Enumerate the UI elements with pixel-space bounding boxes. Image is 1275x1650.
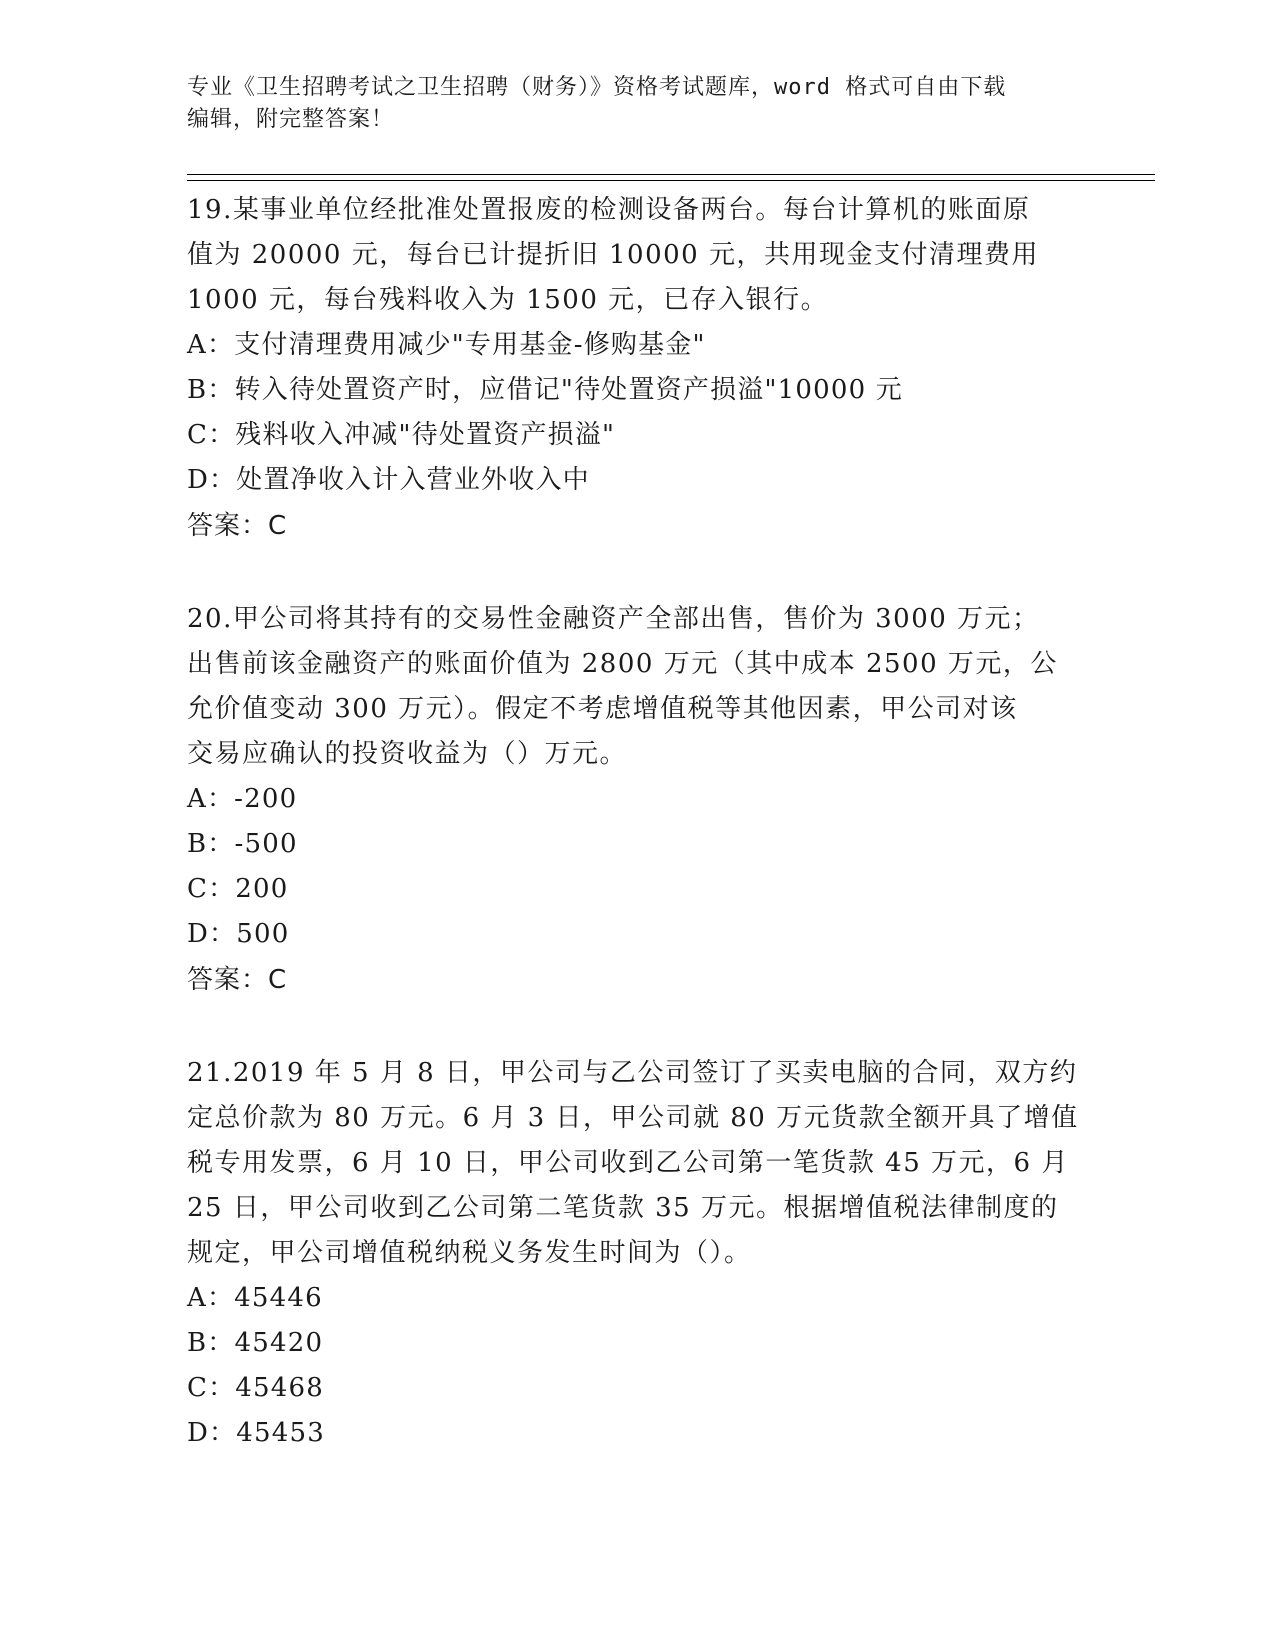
question-stem-line: 出售前该金融资产的账面价值为 2800 万元（其中成本 2500 万元，公 xyxy=(187,649,1058,679)
question-stem-line: 税专用发票，6 月 10 日，甲公司收到乙公司第一笔货款 45 万元，6 月 xyxy=(187,1148,1069,1178)
option-a: A：-200 xyxy=(187,784,298,814)
question-stem-line: 20.甲公司将其持有的交易性金融资产全部出售，售价为 3000 万元； xyxy=(187,604,1040,634)
question-21 xyxy=(187,1051,1082,1456)
option-c: C：45468 xyxy=(187,1373,325,1403)
document-header xyxy=(187,72,1067,136)
question-20 xyxy=(187,597,1082,1003)
question-stem-line: 交易应确认的投资收益为（）万元。 xyxy=(187,739,628,769)
question-stem-line: 19.某事业单位经批准处置报废的检测设备两台。每台计算机的账面原 xyxy=(187,195,1031,225)
question-stem-line: 1000 元，每台残料收入为 1500 元，已存入银行。 xyxy=(187,285,829,315)
option-c: C：200 xyxy=(187,874,289,904)
option-b: B：-500 xyxy=(187,829,298,859)
header-line-1: 专业《卫生招聘考试之卫生招聘（财务）》资格考试题库，word 格式可自由下载 xyxy=(187,75,1007,100)
option-a: A：支付清理费用减少"专用基金-修购基金" xyxy=(187,330,706,360)
option-b: B：45420 xyxy=(187,1328,324,1358)
question-stem-line: 规定，甲公司增值税纳税义务发生时间为（）。 xyxy=(187,1238,752,1268)
option-d: D：处置净收入计入营业外收入中 xyxy=(187,465,590,495)
answer-label: 答案：C xyxy=(187,511,288,541)
question-stem-line: 21.2019 年 5 月 8 日，甲公司与乙公司签订了买卖电脑的合同，双方约 xyxy=(187,1058,1078,1088)
option-d: D：500 xyxy=(187,919,290,949)
question-stem-line: 定总价款为 80 万元。6 月 3 日，甲公司就 80 万元货款全额开具了增值 xyxy=(187,1103,1079,1133)
answer-label: 答案：C xyxy=(187,965,288,995)
option-c: C：残料收入冲减"待处置资产损溢" xyxy=(187,420,616,450)
header-divider-bottom xyxy=(187,180,1155,181)
question-stem-line: 25 日，甲公司收到乙公司第二笔货款 35 万元。根据增值税法律制度的 xyxy=(187,1193,1059,1223)
option-b: B：转入待处置资产时，应借记"待处置资产损溢"10000 元 xyxy=(187,375,903,405)
option-a: A：45446 xyxy=(187,1283,323,1313)
header-divider-top xyxy=(187,174,1155,175)
header-line-2: 编辑，附完整答案！ xyxy=(187,107,395,132)
question-stem-line: 值为 20000 元，每台已计提折旧 10000 元，共用现金支付清理费用 xyxy=(187,240,1039,270)
option-d: D：45453 xyxy=(187,1418,325,1448)
question-stem-line: 允价值变动 300 万元）。假定不考虑增值税等其他因素，甲公司对该 xyxy=(187,694,1018,724)
question-19 xyxy=(187,188,1082,549)
